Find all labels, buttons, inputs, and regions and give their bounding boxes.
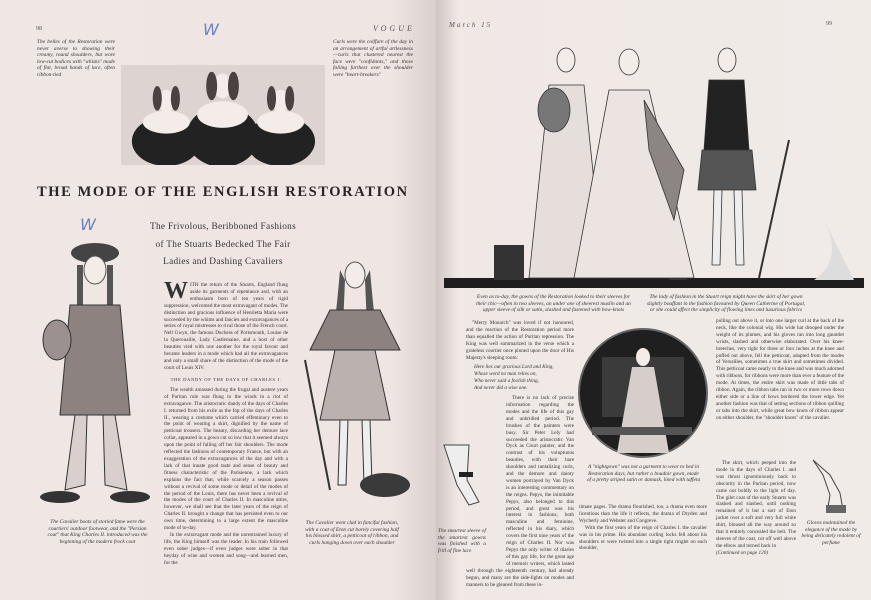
caption-cavalier-boots: The Cavalier boots of storied fame were the courtiers' outdoor footwear, and the "Persian coat" that King Charles II. introduced was the beginning of the modern frock coat — [47, 519, 148, 545]
right-column-3 — [716, 318, 844, 422]
body-paragraph: In the extravagant mode and the unrestrained luxury of life, the King himself was the leader. In his train followed even sober judges—if even judges were sober in that heyday of wine and women and song—and learned men, for the — [164, 531, 288, 566]
body-text: There is no lack of precise information regarding the modes and the life of this gay and unbridled period. The brushes of the painters were busy. Sir Peter Lely had succeeded the aristocratic Van Dyck as Court painter, and the contrast of his voluptuous beauties, with their bare shoulders and tantalizing curls, and the demure and dainty women portrayed by Van Dyck is an interesting commentary on the reigns. Pepys, the inimitable Pepys, also belonged to this period, and great was his interest in fashions, both masculine and feminine, reflected in his diary, which covers the first nine years of the reign of Charles II. Nor was Pepys the only writer of diaries of this gay life, for the great age of memoir writers, which lasted well through the eighteenth century, had already begun, and many are the side-lights on modes and manners to be gleaned from these in- — [466, 395, 574, 588]
right-column-2 — [579, 504, 707, 552]
drop-cap: W — [164, 278, 188, 304]
subtitle-line: of The Stuarts Bedecked The Fair — [155, 239, 291, 250]
caption-gloves: Gloves maintained the elegance of the mode by being delicately redolent of perfume — [801, 520, 861, 546]
body-paragraph: "Merry Monarch" was loved if not honoured, and the reaction of the Restoration period more than equalled the action of Puritan repression. The King was well summarized in the verse which a grateless courtier once pinned upon the door of His Majesty's sleeping room: — [466, 320, 574, 361]
caption-sleeves: Even as to-day, the gowns of the Restoration looked to their sleeves for their chic—often in two sleeves, an under one of sheerest muslin and an upper sleeve of silk or satin, slashed and fastened with bow-knots — [476, 294, 631, 314]
subtitle-line: The Frivolous, Beribboned Fashions — [149, 222, 297, 232]
body-paragraph: With the first years of the reign of Charles I. the cavalier was in his prime. His abundant curling locks fell about his shoulders or were twisted into a single tight ringlet on each shoulder, — [579, 524, 707, 552]
poem-line: Whose word no man relies on, — [474, 371, 537, 378]
article-subtitle — [137, 219, 309, 272]
continued-link[interactable]: (Continued on page 120) — [716, 549, 769, 556]
pencil-mark: W — [80, 215, 96, 234]
caption-cavalier-eton: The Cavalier went clad in fanciful fashion, with a coat of Eton cut barely covering half his blossed shirt, a petticoat of ribbon, and curls hanging down over each shoulder — [305, 520, 399, 546]
article-body-intro — [164, 278, 289, 372]
illustration-sleeve — [439, 440, 489, 510]
illustration-cavalier-boots — [35, 235, 160, 505]
illustration-cavalier-eton — [290, 250, 420, 505]
pencil-mark: W — [203, 20, 219, 39]
poem — [466, 364, 574, 392]
caption-belles: The belles of the Restoration were never averse to showing their creamy, round shoulders, but wore low-cut bodices with "whisks" made of flat, broad bands of lace, often ribbon-tied — [37, 39, 115, 78]
article-body-section — [164, 372, 288, 566]
article-title: THE MODE OF THE ENGLISH RESTORATION — [37, 184, 409, 200]
running-head: March 15 — [449, 21, 493, 29]
running-head: VOGUE — [373, 24, 415, 33]
illustration-restoration-gowns — [444, 40, 864, 290]
illustration-three-belles — [121, 46, 325, 165]
section-heading: THE DANDY OF THE DAYS OF CHARLES I. — [170, 377, 282, 382]
illustration-gloves — [808, 455, 848, 517]
page-number: 98 — [36, 26, 42, 32]
poem-line: And never did a wise one. — [474, 385, 528, 392]
page-number: 99 — [826, 21, 832, 27]
caption-lady-of-fashion: The lady of fashion in the Stuart reign might have the skirt of her gown slightly bouffant in the fashion favoured by Queen Catherine of Portugal, or she could affect the simplicity of flowing lines and luxurious fabrics — [646, 294, 806, 314]
right-column-3-lower — [716, 460, 796, 557]
body-paragraph: The wealth amassed during the frugal and austere years of Puritan rule was flung to the winds in a riot of extravagance. The aristocratic dandy of the days of Charles I. returned from his exile as the fop of the days of Charles II., wearing a costume which carried effeminacy even to the point of wearing a skirt, dignified by the name of petticoat trousers. The beauty, discarding her demure lace collar, appeared in a gown cut so low that it seemed always upon the point of falling off her fair shoulders. The mode reflected the fashions of contemporary France, but with an exaggeration of the extravagances of the day and with a lack of that innate good taste and sense of beauty and fitness characteristic of the Parisienne, a lack which explains the fact that, while scarcely a season passes without a revival of some mode or detail of the modes of the period of the Louis, there has never been a revival of the modes of the court of Charles II. In masculine attire, however, we shall see that the later years of the reign of Charles II. brought a change that has persisted even to our own time, determining to a large extent the masculine mode of to-day. — [164, 386, 288, 532]
caption-nightgown: A "nightgown" was not a garment to wear to bed in Restoration days, but rather a boudoir gown, made of a pretty striped satin or damask, lined with taffeta — [586, 464, 701, 484]
body-paragraph: The skirt, which peeped into the mode in the days of Charles I. and was thrust ignominiously back to obscurity in the Puritan period, now came out boldly to the light of day. The gilet coat of the early Stuarts was slashed and slashed, until nothing remained of it but a sort of Eton jacket over a soft and very full white shirt, bloused all the way around so that it entirely concealed the belt. The sleeves of the coat, cut off well above the elbow and turned back in — [716, 460, 796, 549]
poem-line: Here lies our gracious Lord and King, — [474, 364, 554, 371]
intro-text: ITH the return of the Stuarts, England flung aside its garments of repentance and, with an enthusiasm born of ten years of rigid suppression, welcomed the most extravagant of modes. The distinction and gracious influence of Henrietta Maria were succeeded by the whims and fancies and extravagances of a series of royal mistresses to rival those of the French court. Nell Gwyn, the famous Duchess of Portsmouth, Louise de la Querouaille, Lady Castlemaine, and a host of other beauties vied with one another for the royal favour and became leaders in a mode which had all the extravagances and only a small share of the distinction of the mode of the court of Louis XIV. — [164, 282, 289, 371]
subtitle-line: Ladies and Dashing Cavaliers — [163, 257, 283, 267]
body-text: pulling out above it, or into one larger curl at the back of the neck, like the colonial wig. His wide hat drooped under the weight of its plumes, and his gloves ran into long gauntlet wrists, slashed and otherwise elaborated. Over his knee-breeches, very tight for three or four inches at the knee and puffed out above, fell the petticoat, adapted from the modes of Versailles, sometimes a true skirt and sometimes divided. This petticoat came nearly to the knee and was much adorned with ribbons, for ribbons were more than ever a feature of the mode. At times, the entire skirt was made of little tabs of ribbon. Again, the ribbon tabs ran in two or more rows down either side or a line of bows bordered the lower edge. Yet another fashion was that of setting sections of ribbon quilling or tabs into the skirt, while great bow knots of ribbon appear on either shoulder, the "shoulder knots" of the cavalier. — [716, 318, 844, 421]
caption-curls: Curls were the coiffure of the day in an arrangement of artful artlessness—curls that clustered nearest the face were "confidants," and those falling farthest over the shoulder were "heart-breakers" — [333, 39, 413, 78]
illustration-nightgown-circle — [577, 327, 709, 459]
caption-smartest-sleeve: The smartest sleeve of the smartest gowns was finished with a frill of fine lace — [438, 528, 486, 554]
right-page — [436, 0, 871, 600]
body-text: timate pages. The drama flourished, too, a drama even more licentious than the life it reflects, the drama of Dryden and Wycherly and Webster and Congreve. — [579, 504, 707, 524]
poem-line: Who never said a foolish thing, — [474, 378, 539, 385]
